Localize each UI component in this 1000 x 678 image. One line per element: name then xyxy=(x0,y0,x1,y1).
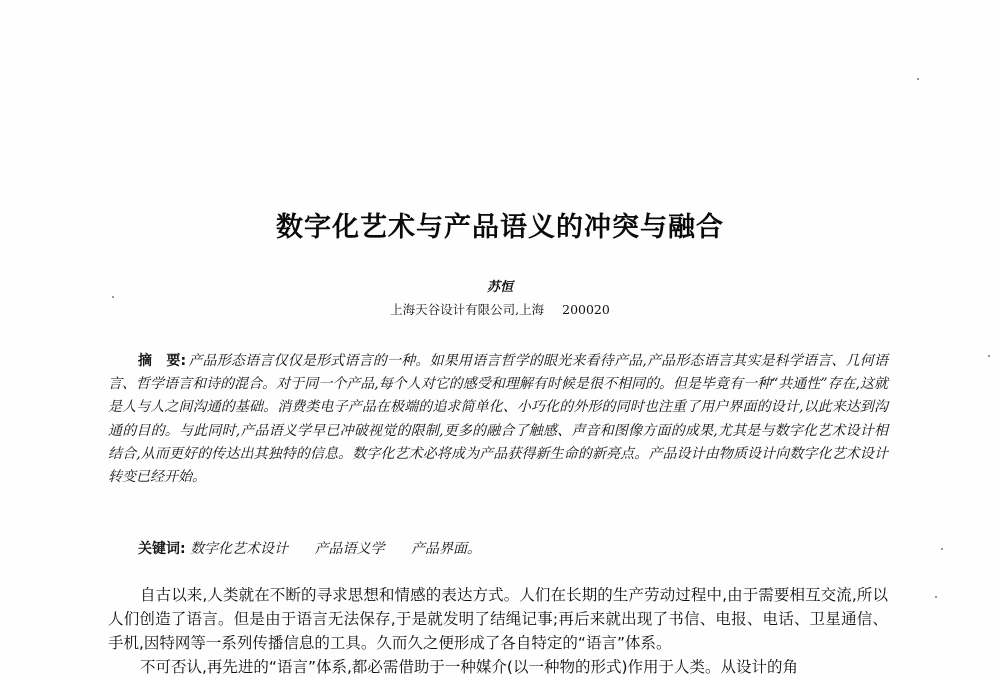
keyword: 产品语义学 xyxy=(314,541,385,557)
paper-title: 数字化艺术与产品语义的冲突与融合 xyxy=(276,212,724,243)
keywords-label: 关键词: xyxy=(138,541,186,557)
author-name: 苏恒 xyxy=(486,280,513,295)
body-paragraph: 自古以来,人类就在不断的寻求思想和情感的表达方式。人们在长期的生产劳动过程中,由于需要相互交流,所以人们创造了语言。但是由于语言无法保存,于是就发明了结绳记事;再后来就出现了书信、电报、电话、卫星通信、手机,因特网等一系列传播信息的工具。久而久之便形成了各自特定的“语言”体系。 xyxy=(108,586,888,652)
postcode: 200020 xyxy=(562,302,610,317)
abstract xyxy=(108,350,888,489)
body-paragraph: 不可否认,再先进的“语言”体系,都必需借助于一种媒介(以一种物的形式)作用于人类。从设计的角 xyxy=(140,658,799,676)
abstract-label: 摘 要: xyxy=(138,353,187,369)
scan-speck xyxy=(935,596,937,598)
body-text xyxy=(108,583,888,678)
scan-speck xyxy=(941,548,943,550)
keyword: 产品界面。 xyxy=(410,541,481,557)
scan-speck xyxy=(112,296,114,298)
affiliation: 上海天谷设计有限公司,上海 xyxy=(390,302,545,317)
keyword: 数字化艺术设计 xyxy=(190,541,289,557)
keywords xyxy=(138,538,888,558)
scan-speck xyxy=(917,78,919,80)
scan-speck xyxy=(988,355,990,357)
affiliation-line xyxy=(0,300,1000,318)
abstract-text: 产品形态语言仅仅是形式语言的一种。如果用语言哲学的眼光来看待产品,产品形态语言其实是科学语言、几何语言、哲学语言和诗的混合。对于同一个产品,每个人对它的感受和理解有时候是很不相同的。但是毕竟有一种“共通性”存在,这就是人与人之间沟通的基础。消费类电子产品在极端的追求简单化、小巧化的外形的同时也注重了用户界面的设计,以此来达到沟通的目的。与此同时,产品语义学早已冲破视觉的限制,更多的融合了触感、声音和图像方面的成果,尤其是与数字化艺术设计相结合,从而更好的传达出其独特的信息。数字化艺术必将成为产品获得新生命的新亮点。产品设计由物质设计向数字化艺术设计转变已经开始。 xyxy=(108,353,888,486)
